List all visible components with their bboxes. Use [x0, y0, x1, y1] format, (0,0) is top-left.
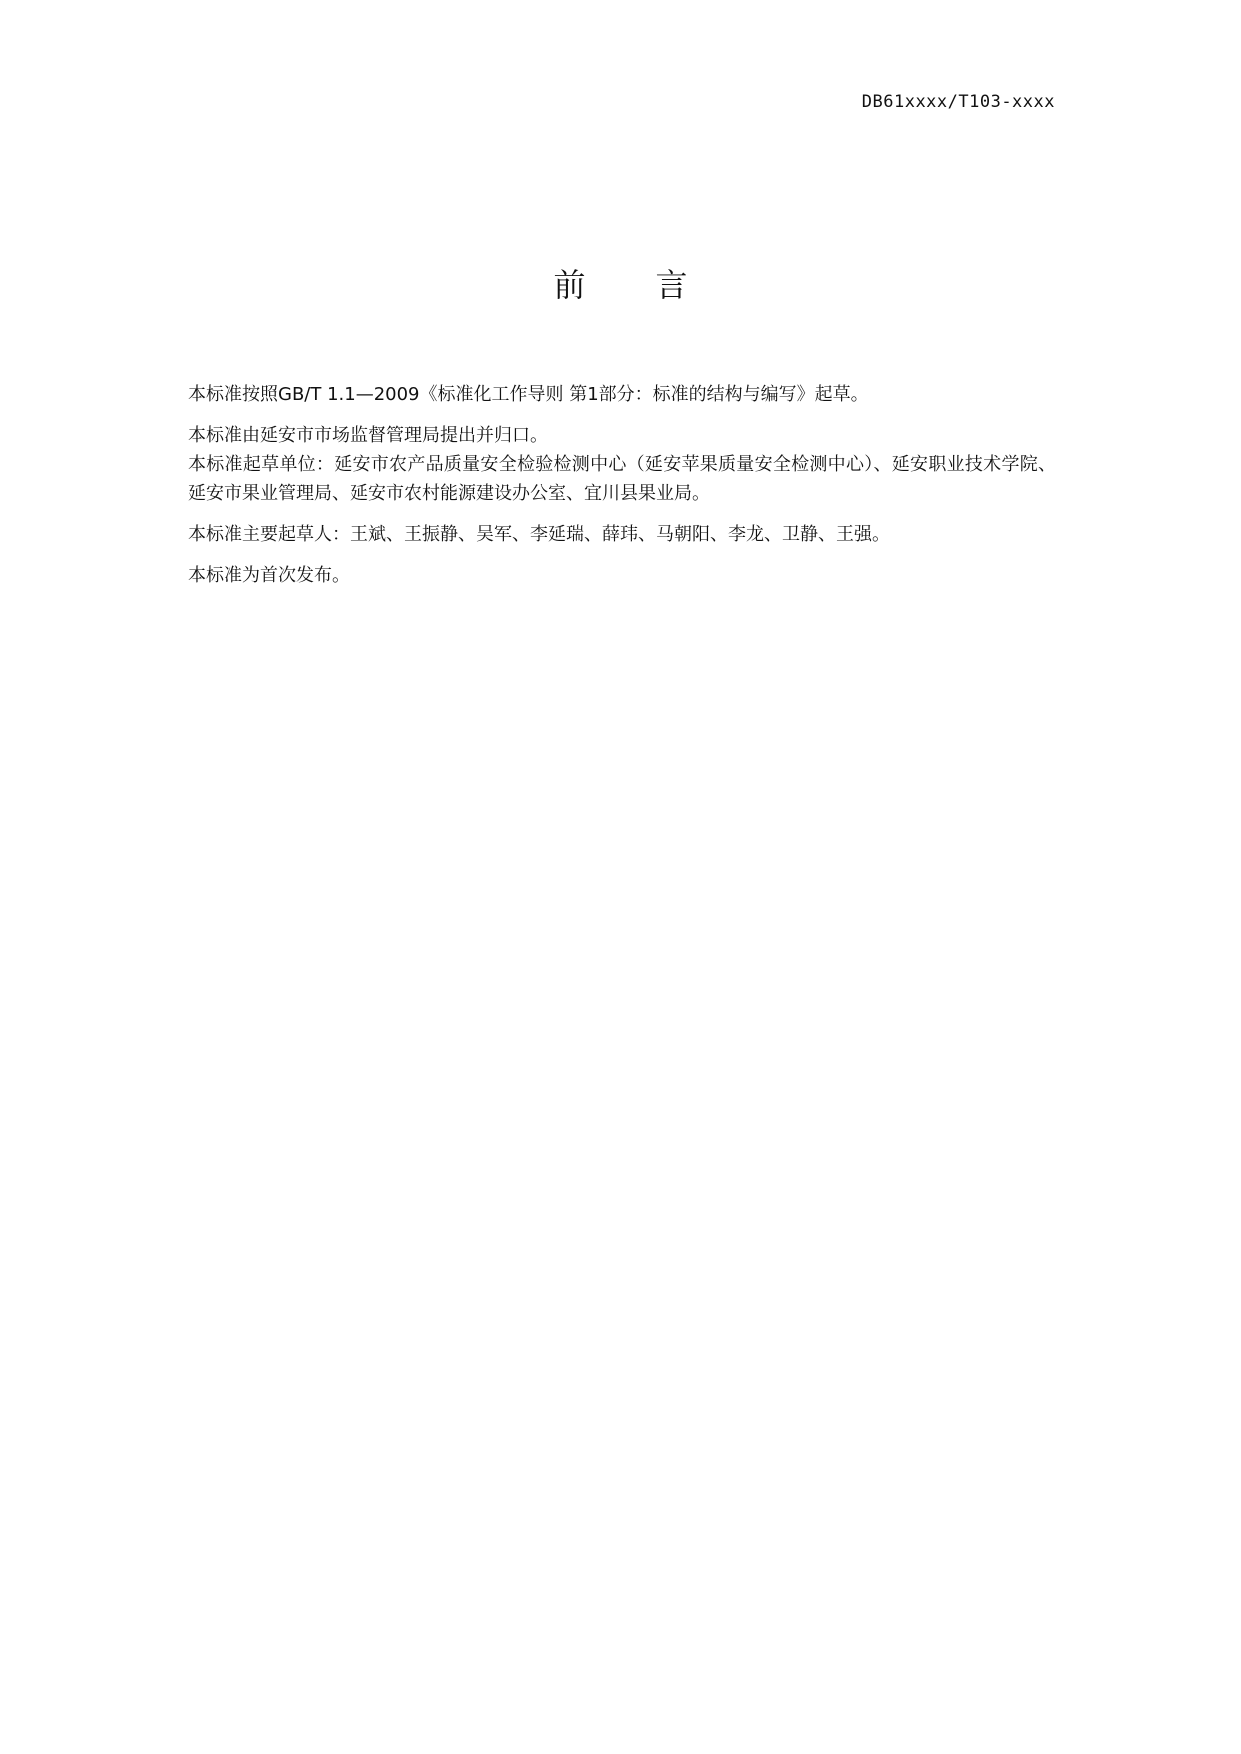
- page-title: [0, 260, 1241, 306]
- foreword-body: [188, 380, 1056, 590]
- paragraph-first-release: 本标准为首次发布。: [188, 565, 350, 586]
- title-char-2: 言: [655, 266, 688, 304]
- document-code: DB61xxxx/T103-xxxx: [861, 92, 1055, 112]
- paragraph-proposer: 本标准由延安市市场监督管理局提出并归口。: [188, 425, 548, 446]
- paragraph-drafting-basis: 本标准按照GB/T 1.1—2009《标准化工作导则 第1部分：标准的结构与编写》起草。: [188, 384, 869, 405]
- paragraph-drafters: 本标准主要起草人：王斌、王振静、吴军、李延瑞、薛玮、马朝阳、李龙、卫静、王强。: [188, 524, 890, 545]
- paragraph-drafting-units: 本标准起草单位：延安市农产品质量安全检验检测中心（延安苹果质量安全检测中心）、延安职业技术学院、延安市果业管理局、延安市农村能源建设办公室、宜川县果业局。: [188, 454, 1056, 504]
- title-char-1: 前: [553, 266, 586, 304]
